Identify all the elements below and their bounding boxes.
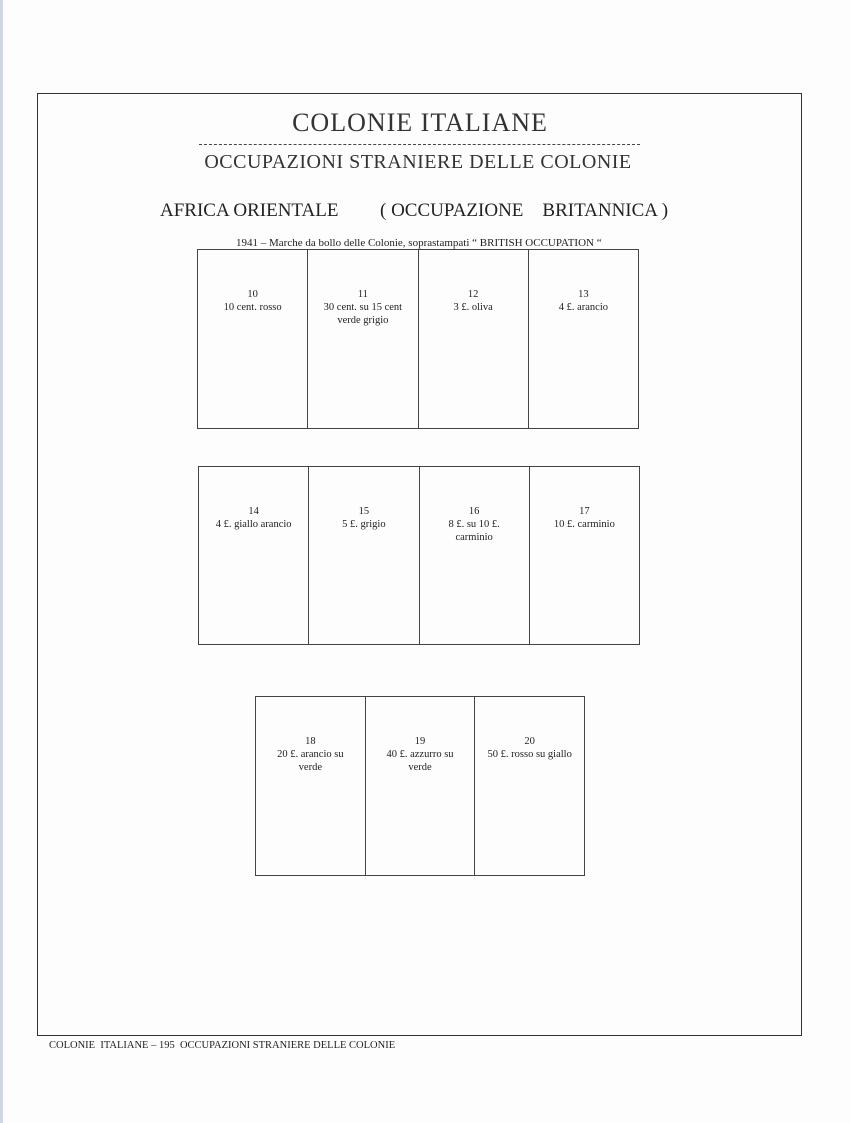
page-subtitle: OCCUPAZIONI STRANIERE DELLE COLONIE xyxy=(204,151,632,173)
stamp-row-1 xyxy=(197,249,639,429)
stamp-box xyxy=(308,250,418,428)
stamp-box xyxy=(420,467,530,644)
stamp-row-3 xyxy=(255,696,585,876)
stamp-description: 10 cent. rosso xyxy=(223,302,282,313)
dashed-divider xyxy=(199,144,640,145)
stamp-box xyxy=(530,467,639,644)
stamp-description: 30 cent. su 15 cent verde grigio xyxy=(323,302,403,326)
stamp-description: 3 £. oliva xyxy=(453,302,493,313)
stamp-box xyxy=(366,697,476,875)
stamp-number: 17 xyxy=(579,506,590,517)
stamp-number: 12 xyxy=(467,289,479,300)
stamp-number: 16 xyxy=(468,506,480,517)
stamp-number: 10 xyxy=(247,289,258,300)
page-title: COLONIE ITALIANE xyxy=(292,108,548,137)
stamp-box xyxy=(419,250,529,428)
stamp-box xyxy=(199,467,309,644)
stamp-description: 5 £. grigio xyxy=(342,519,386,530)
stamp-box xyxy=(309,467,419,644)
stamp-number: 13 xyxy=(578,289,589,300)
stamp-description: 4 £. giallo arancio xyxy=(215,519,292,530)
stamp-number: 18 xyxy=(305,736,316,747)
stamp-description: 4 £. arancio xyxy=(558,302,609,313)
stamp-number: 19 xyxy=(414,736,426,747)
stamp-box xyxy=(256,697,366,875)
stamp-description: 50 £. rosso su giallo xyxy=(487,749,572,760)
stamp-number: 11 xyxy=(357,289,368,300)
stamp-description: 20 £. arancio su verde xyxy=(277,749,344,773)
stamp-description: 40 £. azzurro su verde xyxy=(386,749,454,773)
stamp-number: 20 xyxy=(524,736,535,747)
stamp-box xyxy=(198,250,308,428)
occupation-heading: ( OCCUPAZIONE BRITANNICA ) xyxy=(380,200,669,221)
stamp-box xyxy=(475,697,584,875)
stamp-number: 15 xyxy=(358,506,370,517)
region-heading: AFRICA ORIENTALE xyxy=(160,200,339,221)
page-footer: COLONIE ITALIANE – 195 OCCUPAZIONI STRANIERE DELLE COLONIE xyxy=(49,1040,396,1051)
issue-caption: 1941 – Marche da bollo delle Colonie, soprastampati “ BRITISH OCCUPATION “ xyxy=(236,237,602,249)
stamp-description: 8 £. su 10 £. carminio xyxy=(448,519,500,543)
stamp-number: 14 xyxy=(248,506,259,517)
stamp-description: 10 £. carminio xyxy=(553,519,615,530)
stamp-box xyxy=(529,250,638,428)
stamp-row-2 xyxy=(198,466,640,645)
